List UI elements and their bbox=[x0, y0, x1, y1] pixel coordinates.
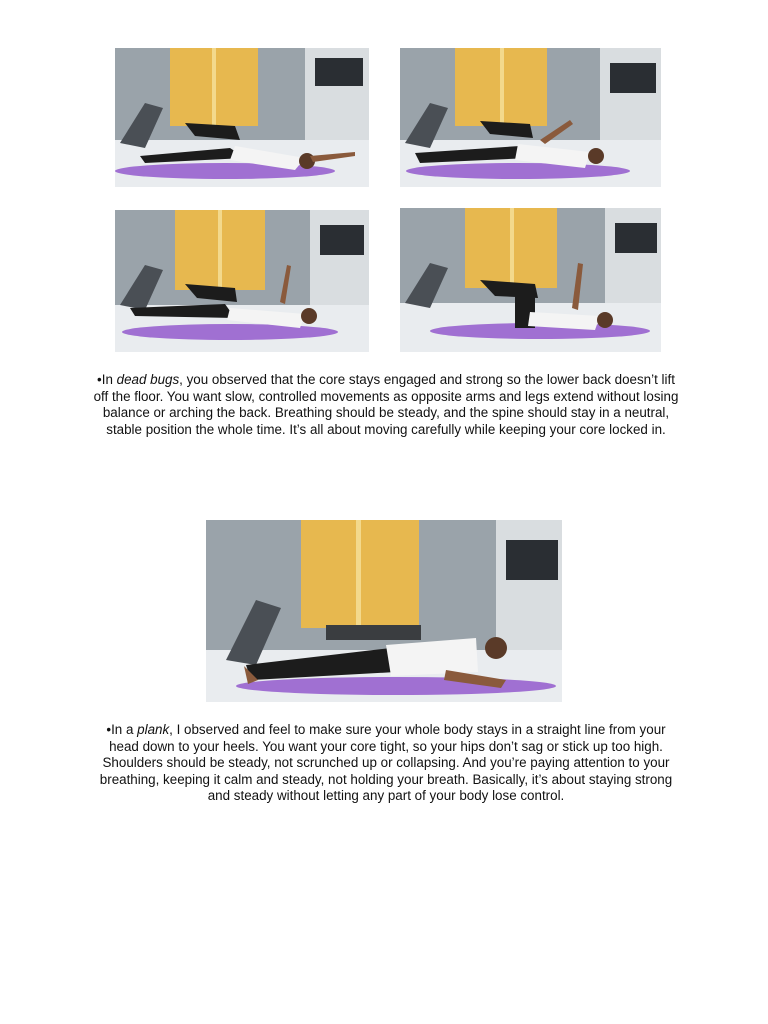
dead-bug-photo-3 bbox=[115, 210, 369, 352]
plank-text: , I observed and feel to make sure your whole body stays in a straight line from your head down to your heels. You want your core tight, so your hips don’t sag or stick up too high. Shoulders should be steady, not scrunched up or collapsing. And you’re paying attention to your breathing, keeping it calm and steady, not holding your breath. Basically, it’s about staying strong and steady without letting any part of your body lose control. bbox=[99, 722, 673, 804]
dead-bugs-term: dead bugs bbox=[116, 372, 180, 387]
plank-bullet: •In a bbox=[106, 722, 138, 737]
plank-term: plank bbox=[137, 722, 170, 737]
dead-bugs-bullet: •In bbox=[97, 372, 117, 387]
dead-bug-photo-1 bbox=[115, 48, 369, 187]
plank-photo bbox=[206, 520, 562, 702]
dead-bugs-text: , you observed that the core stays engaged and strong so the lower back doesn’t lift off the floor. You want slow, controlled movements as opposite arms and legs extend without losing balance or arching the back. Breathing should be steady, and the spine should stay in a neutral, stable position the whole time. It’s all about moving carefully while keeping your core locked in. bbox=[93, 372, 679, 437]
plank-paragraph bbox=[92, 722, 680, 805]
dead-bug-photo-4 bbox=[400, 208, 661, 352]
dead-bug-photo-2 bbox=[400, 48, 661, 187]
dead-bugs-paragraph bbox=[92, 372, 680, 438]
